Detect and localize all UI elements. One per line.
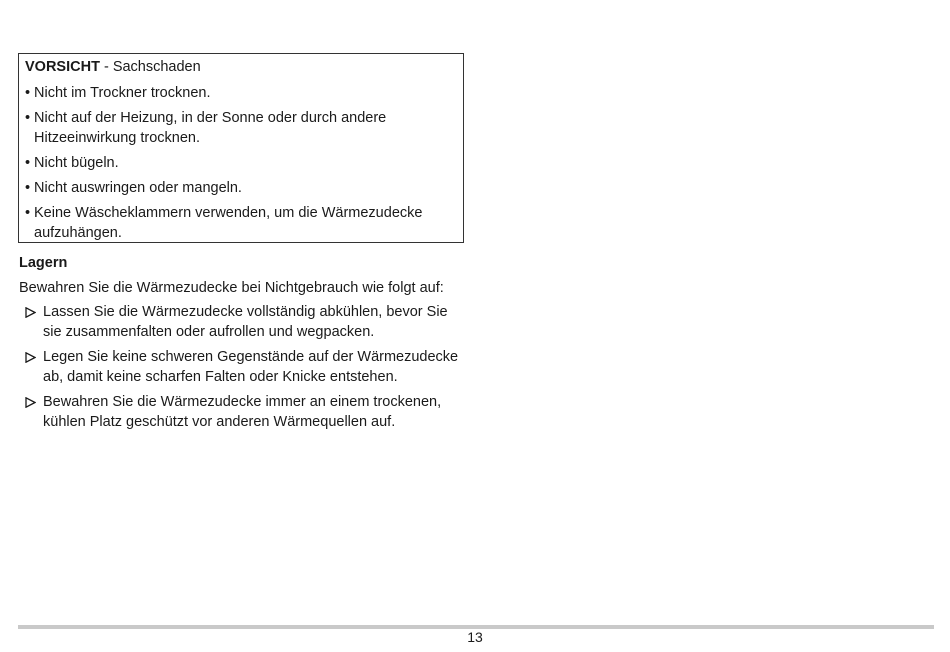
caution-item (25, 108, 457, 148)
bullet-icon: • (25, 180, 31, 196)
bullet-icon: • (25, 155, 31, 171)
caution-subtitle: Sachschaden (112, 59, 201, 75)
caution-item-text: Nicht bügeln. (34, 155, 119, 171)
step-text: Bewahren Sie die Wärmezudecke immer an einem trockenen, kühlen Platz geschützt vor anderen Wärmequellen auf. (43, 394, 442, 430)
caution-heading (25, 58, 457, 76)
caution-separator: - (99, 59, 113, 75)
section-title: Lagern (19, 255, 68, 271)
caution-item (25, 83, 457, 103)
caution-item (25, 203, 457, 243)
caution-item-text: Nicht im Trockner trocknen. (34, 85, 211, 101)
list-item (25, 347, 465, 387)
caution-item (25, 153, 457, 173)
caution-item-text: Nicht auswringen oder mangeln. (34, 180, 242, 196)
steps-list (25, 302, 465, 437)
triangle-bullet-icon (25, 307, 36, 318)
bullet-icon: • (25, 110, 31, 126)
page-number: 13 (467, 629, 483, 645)
bullet-icon: • (25, 85, 31, 101)
caution-label: VORSICHT (25, 59, 100, 75)
triangle-bullet-icon (25, 397, 36, 408)
caution-item-text: Nicht auf der Heizung, in der Sonne oder durch andere Hitzeeinwirkung trocknen. (34, 110, 387, 146)
caution-item (25, 178, 457, 198)
bullet-icon: • (25, 205, 31, 221)
list-item (25, 392, 465, 432)
list-item (25, 302, 465, 342)
caution-item-text: Keine Wäscheklammern verwenden, um die Wärmezudecke aufzuhängen. (34, 205, 423, 241)
step-text: Lassen Sie die Wärmezudecke vollständig abkühlen, bevor Sie sie zusammenfalten oder aufrollen und wegpacken. (43, 304, 448, 340)
caution-box (18, 53, 464, 243)
triangle-bullet-icon (25, 352, 36, 363)
step-text: Legen Sie keine schweren Gegenstände auf der Wärmezudecke ab, damit keine scharfen Falten oder Knicke entstehen. (43, 349, 459, 385)
intro-text: Bewahren Sie die Wärmezudecke bei Nichtgebrauch wie folgt auf: (19, 280, 444, 296)
